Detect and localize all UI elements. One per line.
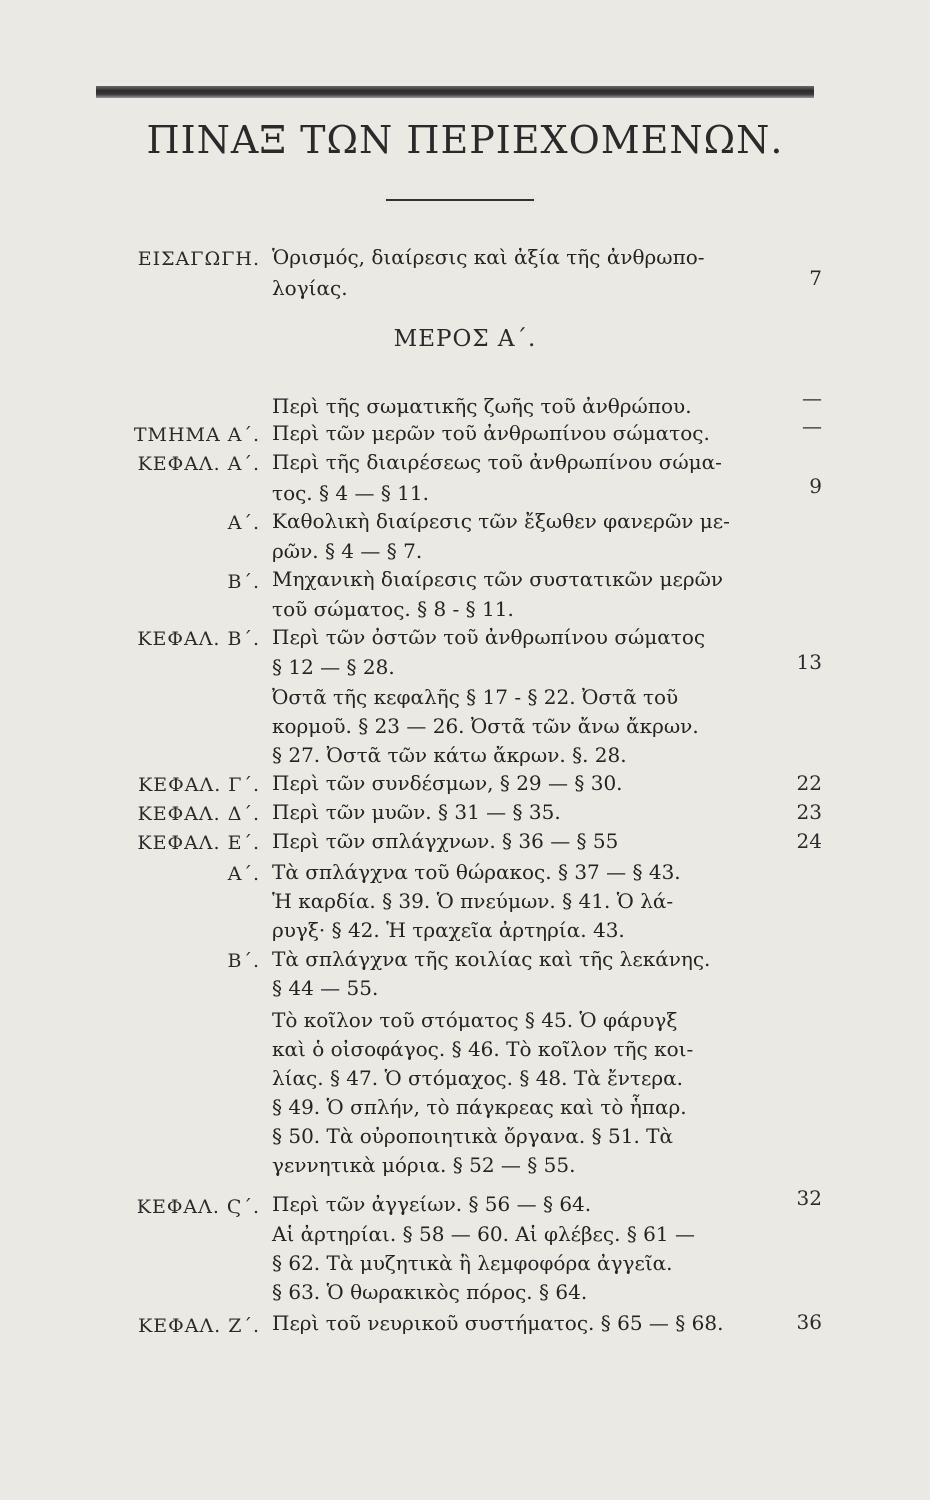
- page-number: 24: [796, 829, 822, 853]
- label-sub-a: Α΄.: [227, 863, 260, 885]
- toc-line: Περὶ τῶν ἀγγείων. § 56 — § 64.: [272, 1192, 592, 1216]
- toc-line: Μηχανικὴ διαίρεσις τῶν συστατικῶν μερῶν: [272, 567, 724, 591]
- page-number: —: [802, 386, 822, 410]
- label-kefal-b: ΚΕΦΑΛ. Β΄.: [137, 628, 260, 650]
- page-number: 36: [796, 1310, 822, 1334]
- label-sub-a: Α΄.: [227, 512, 260, 534]
- toc-line: Ἡ καρδία. § 39. Ὁ πνεύμων. § 41. Ὁ λά-: [272, 889, 674, 913]
- toc-line: ρυγξ· § 42. Ἡ τραχεῖα ἀρτηρία. 43.: [272, 918, 625, 942]
- toc-line: Ὁρισμός, διαίρεσις καὶ ἀξία τῆς ἀνθρωπο-: [272, 245, 705, 269]
- toc-line: § 49. Ὁ σπλήν, τὸ πάγκρεας καὶ τὸ ἧπαρ.: [272, 1095, 687, 1119]
- toc-line: § 12 — § 28.: [272, 655, 395, 679]
- toc-line: Ὀστᾶ τῆς κεφαλῆς § 17 - § 22. Ὀστᾶ τοῦ: [272, 685, 679, 709]
- label-introduction: ΕΙΣΑΓΩΓΗ.: [137, 248, 260, 270]
- label-kefal-g: ΚΕΦΑΛ. Γ΄.: [138, 774, 260, 796]
- label-kefal-st: ΚΕΦΑΛ. Ϛ΄.: [136, 1196, 260, 1218]
- toc-line: λογίας.: [272, 276, 348, 300]
- toc-line: ρῶν. § 4 — § 7.: [272, 539, 423, 563]
- label-tmima-a: ΤΜΗΜΑ Α΄.: [133, 424, 260, 446]
- toc-line: § 63. Ὁ θωρακικὸς πόρος. § 64.: [272, 1280, 588, 1304]
- toc-line: τοῦ σώματος. § 8 - § 11.: [272, 597, 514, 621]
- toc-line: Τὰ σπλάγχνα τοῦ θώρακος. § 37 — § 43.: [272, 860, 681, 884]
- label-sub-b: Β΄.: [227, 571, 260, 593]
- label-kefal-z: ΚΕΦΑΛ. Ζ΄.: [138, 1315, 260, 1337]
- toc-line: Τὸ κοῖλον τοῦ στόματος § 45. Ὁ φάρυγξ: [272, 1008, 678, 1032]
- toc-line: Περὶ τῆς διαιρέσεως τοῦ ἀνθρωπίνου σώμα-: [272, 450, 722, 474]
- toc-line: Περὶ τῶν μυῶν. § 31 — § 35.: [272, 800, 561, 824]
- title-divider: [386, 199, 534, 201]
- toc-line: Καθολικὴ διαίρεσις τῶν ἔξωθεν φανερῶν με-: [272, 509, 730, 533]
- page-number: 13: [796, 650, 822, 674]
- page-title: ΠΙΝΑΞ ΤΩΝ ΠΕΡΙΕΧΟΜΕΝΩΝ.: [146, 118, 784, 162]
- label-kefal-e: ΚΕΦΑΛ. Ε΄.: [137, 832, 260, 854]
- page-number: 32: [796, 1186, 822, 1210]
- page-number: —: [802, 414, 822, 438]
- toc-line: § 44 — 55.: [272, 976, 379, 1000]
- toc-line: κορμοῦ. § 23 — 26. Ὀστᾶ τῶν ἄνω ἄκρων.: [272, 714, 699, 738]
- toc-line: Περὶ τῶν ὀστῶν τοῦ ἀνθρωπίνου σώματος: [272, 625, 706, 649]
- toc-line: Περὶ τοῦ νευρικοῦ συστήματος. § 65 — § 68.: [272, 1311, 724, 1335]
- part-heading: ΜΕΡΟΣ Α΄.: [393, 326, 537, 352]
- toc-line: Περὶ τῶν σπλάγχνων. § 36 — § 55: [272, 829, 619, 853]
- toc-line: Τὰ σπλάγχνα τῆς κοιλίας καὶ τῆς λεκάνης.: [272, 947, 711, 971]
- toc-line: Περὶ τῶν μερῶν τοῦ ἀνθρωπίνου σώματος.: [272, 421, 710, 445]
- toc-line: Αἱ ἀρτηρίαι. § 58 — 60. Αἱ φλέβες. § 61 —: [272, 1222, 695, 1246]
- toc-line: § 27. Ὀστᾶ τῶν κάτω ἄκρων. §. 28.: [272, 743, 627, 767]
- top-rule: [96, 86, 814, 98]
- toc-line: Περὶ τῶν συνδέσμων, § 29 — § 30.: [272, 771, 623, 795]
- toc-line: § 50. Τὰ οὐροποιητικὰ ὄργανα. § 51. Τὰ: [272, 1124, 674, 1148]
- page-number: 23: [796, 800, 822, 824]
- toc-line: Περὶ τῆς σωματικῆς ζωῆς τοῦ ἀνθρώπου.: [272, 394, 692, 418]
- page-number: 9: [809, 474, 822, 498]
- label-sub-b: Β΄.: [227, 950, 260, 972]
- label-kefal-d: ΚΕΦΑΛ. Δ΄.: [137, 803, 260, 825]
- toc-line: § 62. Τὰ μυζητικὰ ἢ λεμφοφόρα ἀγγεῖα.: [272, 1251, 673, 1275]
- label-kefal-a: ΚΕΦΑΛ. Α΄.: [137, 453, 260, 475]
- toc-line: τος. § 4 — § 11.: [272, 481, 429, 505]
- toc-line: λίας. § 47. Ὁ στόμαχος. § 48. Τὰ ἔντερα.: [272, 1066, 684, 1090]
- page-number: 7: [809, 266, 822, 290]
- toc-line: καὶ ὁ οἰσοφάγος. § 46. Τὸ κοῖλον τῆς κοι-: [272, 1037, 694, 1061]
- toc-line: γεννητικὰ μόρια. § 52 — § 55.: [272, 1153, 576, 1177]
- page-number: 22: [796, 771, 822, 795]
